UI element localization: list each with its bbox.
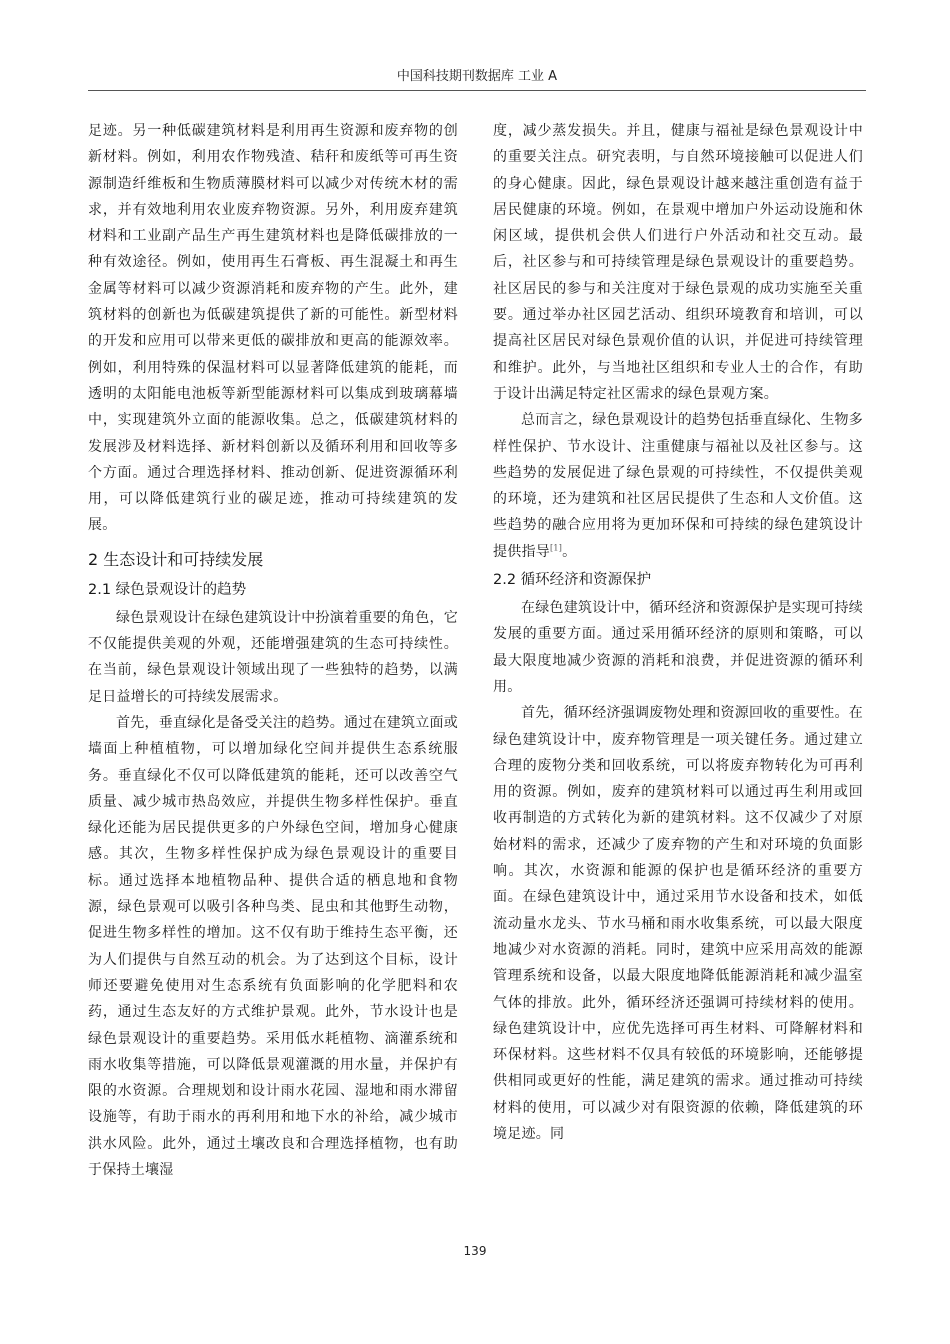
- paragraph: 首先，循环经济强调废物处理和资源回收的重要性。在绿色建筑设计中，废弃物管理是一项关键任务。通过建立合理的废物分类和回收系统，可以将废弃物转化为可再利用的资源。例如，废弃的建筑材料可以通过再生利用或回收再制造的方式转化为新的建筑材料。这不仅减少了对原始材料的需求，还减少了废弃物的产生和对环境的负面影响。其次，水资源和能源的保护也是循环经济的重要方面。在绿色建筑设计中，通过采用节水设备和技术，如低流动量水龙头、节水马桶和雨水收集系统，可以最大限度地减少对水资源的消耗。同时，建筑中应采用高效的能源管理系统和设备，以最大限度地降低能源消耗和减少温室气体的排放。此外，循环经济还强调可持续材料的使用。绿色建筑设计中，应优先选择可再生材料、可降解材料和环保材料。这些材料不仅具有较低的环境影响，还能够提供相同或更好的性能，满足建筑的需求。通过推动可持续材料的使用，可以减少对有限资源的依赖，降低建筑的环境足迹。同: [493, 705, 863, 1142]
- header-rule: [88, 90, 866, 91]
- subsection-heading: 2.2 循环经济和资源保护: [493, 572, 652, 589]
- paragraph-text: 总而言之，绿色景观设计的趋势包括垂直绿化、生物多样性保护、节水设计、注重健康与福祉以及社区参与。这些趋势的发展促进了绿色景观的可持续性，不仅提供美观的环境，还为建筑和社区居民提供了生态和人文价值。这些趋势的融合应用将为更加环保和可持续的绿色建筑设计提供指导: [493, 412, 863, 560]
- paragraph-end: 。: [562, 543, 577, 560]
- citation-marker[interactable]: [1]: [550, 543, 563, 553]
- journal-header: 中国科技期刊数据库 工业 A: [396, 69, 558, 84]
- section-heading: 2 生态设计和可持续发展: [88, 549, 264, 569]
- right-column: [493, 118, 863, 1147]
- paragraph: 首先，垂直绿化是备受关注的趋势。通过在建筑立面或墙面上种植植物，可以增加绿化空间并提供生态系统服务。垂直绿化不仅可以降低建筑的能耗，还可以改善空气质量、减少城市热岛效应，并提供生物多样性保护。垂直绿化还能为居民提供更多的户外绿色空间，增加身心健康感。其次，生物多样性保护成为绿色景观设计的重要目标。通过选择本地植物品种、提供合适的栖息地和食物源，绿色景观可以吸引各种鸟类、昆虫和其他野生动物，促进生物多样性的增加。这不仅有助于维持生态平衡，还为人们提供与自然互动的机会。为了达到这个目标，设计师还要避免使用对生态系统有负面影响的化学肥料和农药，通过生态友好的方式维护景观。此外，节水设计也是绿色景观设计的重要趋势。采用低水耗植物、滴灌系统和雨水收集等措施，可以降低景观灌溉的用水量，并保护有限的水资源。合理规划和设计雨水花园、湿地和雨水滞留设施等，有助于雨水的再利用和地下水的补给，减少城市洪水风险。此外，通过土壤改良和合理选择植物，也有助于保持土壤湿: [88, 714, 458, 1178]
- left-column: [88, 118, 458, 1183]
- paragraph: 足迹。另一种低碳建筑材料是利用再生资源和废弃物的创新材料。例如，利用农作物残渣、秸秆和废纸等可再生资源制造纤维板和生物质薄膜材料可以减少对传统木材的需求，并有效地利用农业废弃物资源。另外，利用废弃建筑材料和工业副产品生产再生建筑材料也是降低碳排放的一种有效途径。例如，使用再生石膏板、再生混凝土和再生金属等材料可以减少资源消耗和废弃物的产生。此外，建筑材料的创新也为低碳建筑提供了新的可能性。新型材料的开发和应用可以带来更低的碳排放和更高的能源效率。例如，利用特殊的保温材料可以显著降低建筑的能耗，而透明的太阳能电池板等新型能源材料可以集成到玻璃幕墙中，实现建筑外立面的能源收集。总之，低碳建筑材料的发展涉及材料选择、新材料创新以及循环利用和回收等多个方面。通过合理选择材料、推动创新、促进资源循环利用，可以降低建筑行业的碳足迹，推动可持续建筑的发展。: [88, 123, 458, 534]
- paragraph: [493, 407, 863, 565]
- paragraph: 在绿色建筑设计中，循环经济和资源保护是实现可持续发展的重要方面。通过采用循环经济的原则和策略，可以最大限度地减少资源的消耗和浪费，并促进资源的循环利用。: [493, 600, 863, 695]
- paragraph: 绿色景观设计在绿色建筑设计中扮演着重要的角色，它不仅能提供美观的外观，还能增强建筑的生态可持续性。在当前，绿色景观设计领域出现了一些独特的趋势，以满足日益增长的可持续发展需求。: [88, 609, 458, 705]
- page-number: 139: [463, 1244, 487, 1258]
- subsection-heading: 2.1 绿色景观设计的趋势: [88, 581, 247, 598]
- paragraph: 度，减少蒸发损失。并且，健康与福祉是绿色景观设计中的重要关注点。研究表明，与自然环境接触可以促进人们的身心健康。因此，绿色景观设计越来越注重创造有益于居民健康的环境。例如，在景观中增加户外运动设施和休闲区域，提供机会供人们进行户外活动和社交互动。最后，社区参与和可持续管理是绿色景观设计的重要趋势。社区居民的参与和关注度对于绿色景观的成功实施至关重要。通过举办社区园艺活动、组织环境教育和培训，可以提高社区居民对绿色景观价值的认识，并促进可持续管理和维护。此外，与当地社区组织和专业人士的合作，有助于设计出满足特定社区需求的绿色景观方案。: [493, 123, 863, 402]
